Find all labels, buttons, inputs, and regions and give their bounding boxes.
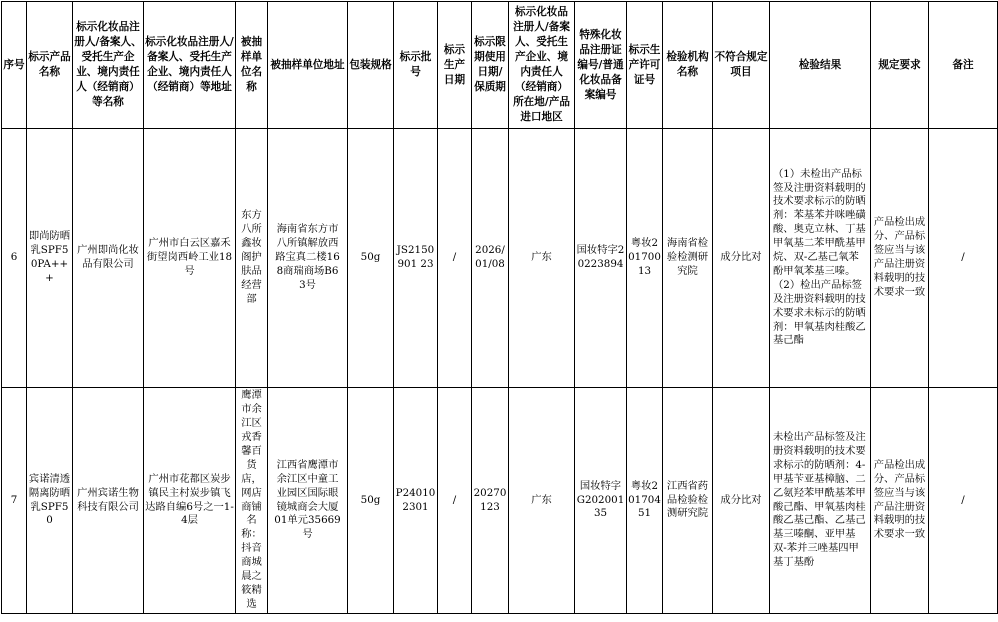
header-lab: 检验机构名称	[663, 2, 713, 129]
cell-batch: P240102301	[394, 388, 438, 614]
cell-sampled-unit-name: 东方八所鑫妆阁护肤品经营部	[236, 129, 268, 388]
header-row	[2, 2, 998, 129]
cell-sampled-unit-address: 江西省鹰潭市余江区中童工业园区国际眼镜城商会大厦01单元35669号	[268, 388, 348, 614]
cell-product-name: 即尚防晒乳SPF50PA+++	[27, 129, 73, 388]
header-expiry: 标示限期使用日期/保质期	[472, 2, 509, 129]
cell-package: 50g	[348, 388, 394, 614]
header-license-no: 特殊化妆品注册证编号/普通化妆品备案编号	[575, 2, 627, 129]
header-failed-item: 不符合规定项目	[713, 2, 770, 129]
cell-expiry: 20270123	[472, 388, 509, 614]
cell-lab: 海南省检验检测研究院	[663, 129, 713, 388]
header-remark: 备注	[929, 2, 998, 129]
cell-license-no: 国妆特字G20200135	[575, 388, 627, 614]
spot-check-table	[1, 1, 998, 614]
cell-result: 未检出产品标签及注册资料载明的技术要求标示的防晒剂：4-甲基苄亚基樟脑、二乙氨羟苯甲酰基苯甲酸己酯、甲氧基肉桂酸乙基己酯、乙基己基三嗪酮、亚甲基双-苯并三唑基四甲基丁基酚	[770, 388, 871, 614]
cell-result: （1）未检出产品标签及注册资料载明的技术要求标示的防晒剂：苯基苯并咪唑磺酸、奥克立林、丁基甲氧基二苯甲酰基甲烷、双-乙基己氧苯酚甲氧苯基三嗪。（2）检出产品标签及注册资料载明的技术要求未标示的防晒剂：甲氧基肉桂酸乙基己酯	[770, 129, 871, 388]
cell-product-name: 宾诺清透隔离防晒乳SPF50	[27, 388, 73, 614]
cell-remark: /	[929, 129, 998, 388]
cell-region: 广东	[509, 129, 575, 388]
cell-package: 50g	[348, 129, 394, 388]
header-requirement: 规定要求	[871, 2, 929, 129]
header-sampled-unit-address: 被抽样单位地址	[268, 2, 348, 129]
cell-failed-item: 成分比对	[713, 388, 770, 614]
cell-requirement: 产品检出成分、产品标签应当与该产品注册资料载明的技术要求一致	[871, 388, 929, 614]
header-result: 检验结果	[770, 2, 871, 129]
cell-index: 6	[2, 129, 27, 388]
header-production-license: 标示生产许可证号	[627, 2, 663, 129]
cell-production-license: 粤妆20170013	[627, 129, 663, 388]
header-sampled-unit-name: 被抽样单位名称	[236, 2, 268, 129]
cell-remark: /	[929, 388, 998, 614]
cell-production-date: /	[438, 129, 472, 388]
table-row	[2, 129, 998, 388]
cell-failed-item: 成分比对	[713, 129, 770, 388]
cell-registrant-address: 广州市花都区炭步镇民主村炭步镇飞达路自编6号之一1-4层	[144, 388, 236, 614]
cell-production-date: /	[438, 388, 472, 614]
header-region: 标示化妆品注册人/备案人、受托生产企业、境内责任人（经销商）所在地/产品进口地区	[509, 2, 575, 129]
header-package: 包装规格	[348, 2, 394, 129]
header-production-date: 标示生产日期	[438, 2, 472, 129]
cell-sampled-unit-address: 海南省东方市八所镇解放西路宝真二楼168商瑞商场B63号	[268, 129, 348, 388]
cell-region: 广东	[509, 388, 575, 614]
cell-registrant-name: 广州即尚化妆品有限公司	[73, 129, 144, 388]
cell-sampled-unit-name: 鹰潭市余江区戎香馨百货店，网店商铺名称：抖音商城晨之筱精选	[236, 388, 268, 614]
cell-requirement: 产品检出成分、产品标签应当与该产品注册资料载明的技术要求一致	[871, 129, 929, 388]
cell-index: 7	[2, 388, 27, 614]
cell-registrant-name: 广州宾诺生物科技有限公司	[73, 388, 144, 614]
table-row	[2, 388, 998, 614]
cell-lab: 江西省药品检验检测研究院	[663, 388, 713, 614]
cell-license-no: 国妆特字20223894	[575, 129, 627, 388]
header-product-name: 标示产品名称	[27, 2, 73, 129]
header-registrant-name: 标示化妆品注册人/备案人、受托生产企业、境内责任人（经销商）等名称	[73, 2, 144, 129]
header-registrant-address: 标示化妆品注册人/备案人、受托生产企业、境内责任人（经销商）等地址	[144, 2, 236, 129]
cell-expiry: 2026/01/08	[472, 129, 509, 388]
cell-production-license: 粤妆20170451	[627, 388, 663, 614]
header-index: 序号	[2, 2, 27, 129]
cell-batch: JS2150901 23	[394, 129, 438, 388]
cell-registrant-address: 广州市白云区嘉禾街望岗西岭工业18号	[144, 129, 236, 388]
header-batch: 标示批号	[394, 2, 438, 129]
